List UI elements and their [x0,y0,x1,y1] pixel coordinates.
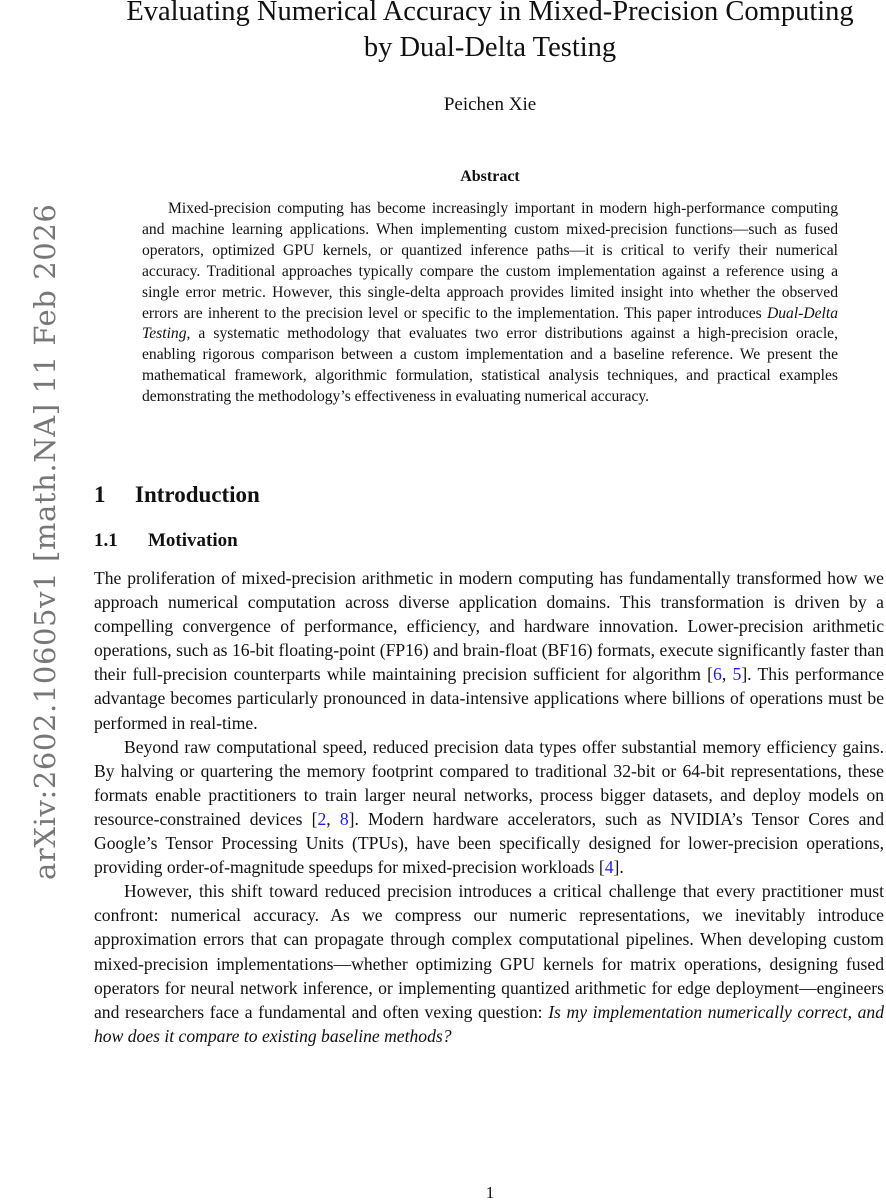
citation-link[interactable]: 2 [317,808,327,829]
paragraph-3-emphasis: Is my implementation numerically correct, and how does it compare to existing baseline methods? [94,1001,884,1046]
paragraph-2-text-a: Beyond raw computational speed, reduced precision data types offer substantial memory efficiency gains. By halving or quartering the memory footprint compared to traditional 32-bit or 64-bit representations, these formats enable practitioners to train larger neural networks, process bigger datasets, and deploy models on resource-constrained devices [ [94,736,884,829]
abstract-emphasis: Dual-Delta Testing [142,304,838,343]
citation-separator: , [721,664,733,685]
arxiv-identifier: arXiv:2602.10605v1 [math.NA] 11 Feb 2026 [28,203,62,880]
paragraph-2-text-b: ]. Modern hardware accelerators, such as NVIDIA’s Tensor Cores and Google’s Tensor Processing Units (TPUs), have been specifically designed for lower-precision operations, providing order-of-magnitude speedups for mixed-precision workloads [ [94,808,884,878]
subsection-heading [94,530,238,552]
author-name: Peichen Xie [443,94,537,115]
citation-link[interactable]: 5 [732,664,742,685]
page-number: 1 [485,1183,495,1202]
section-title: Introduction [135,482,260,507]
citation-link[interactable]: 6 [713,664,722,685]
paper-title [70,0,886,66]
paragraph-3-text-a: However, this shift toward reduced precision introduces a critical challenge that every practitioner must confront: numerical accuracy. As we compress our numeric representations, we inevitably introduce approximation errors that can propagate through complex computational pipelines. When developing custom mixed-precision implementations—whether optimizing GPU kernels for matrix operations, designing fused operators for neural network inference, or implementing quantized arithmetic for edge deployment—engineers and researchers face a fundamental and often vexing question: [94,881,884,1022]
paragraph-1-text-b: ]. This performance advantage becomes particularly pronounced in data-intensive applications where billions of operations must be performed in real-time. [94,664,884,733]
subsection-number: 1.1 [94,530,118,551]
section-heading [94,482,260,508]
title-line-2: by Dual-Delta Testing [363,32,617,63]
paragraph-2-text-c: ]. [613,857,624,878]
abstract-text-part-1: Mixed-precision computing has become increasingly important in modern high-performance computing and machine learning applications. When implementing custom mixed-precision functions—such as fused operators, optimized GPU kernels, or quantized inference paths—it is critical to verify their numerical accuracy. Traditional approaches typically compare the custom implementation against a reference using a single error metric. However, this single-delta approach provides limited insight into whether the observed errors are inherent to the precision level or specific to the implementation. This paper introduces [142,200,838,322]
citation-link[interactable]: 8 [339,808,349,829]
section-number: 1 [94,482,106,507]
citation-separator: , [326,808,340,829]
abstract-text-part-2: , a systematic methodology that evaluates two error distributions against a high-precision oracle, enabling rigorous comparison between a custom implementation and a baseline reference. We present the mathematical framework, algorithmic formulation, statistical analysis techniques, and practical examples demonstrating the methodology’s effectiveness in evaluating numerical accuracy. [142,325,838,406]
title-line-1: Evaluating Numerical Accuracy in Mixed-Precision Computing [126,0,854,27]
subsection-title: Motivation [148,530,238,551]
paragraph-3 [94,879,884,1048]
abstract-heading: Abstract [460,168,520,185]
abstract-text [142,199,838,408]
paragraph-1 [94,566,884,735]
paragraph-2 [94,735,884,880]
paragraph-1-text-a: The proliferation of mixed-precision arithmetic in modern computing has fundamentally transformed how we approach numerical computation across diverse application domains. This transformation is driven by a compelling convergence of performance, efficiency, and hardware innovation. Lower-precision arithmetic operations, such as 16-bit floating-point (FP16) and brain-float (BF16) formats, execute significantly faster than their full-precision counterparts while maintaining precision sufficient for algorithm [ [94,568,884,685]
body-text [94,566,884,1048]
citation-link[interactable]: 4 [604,857,614,878]
